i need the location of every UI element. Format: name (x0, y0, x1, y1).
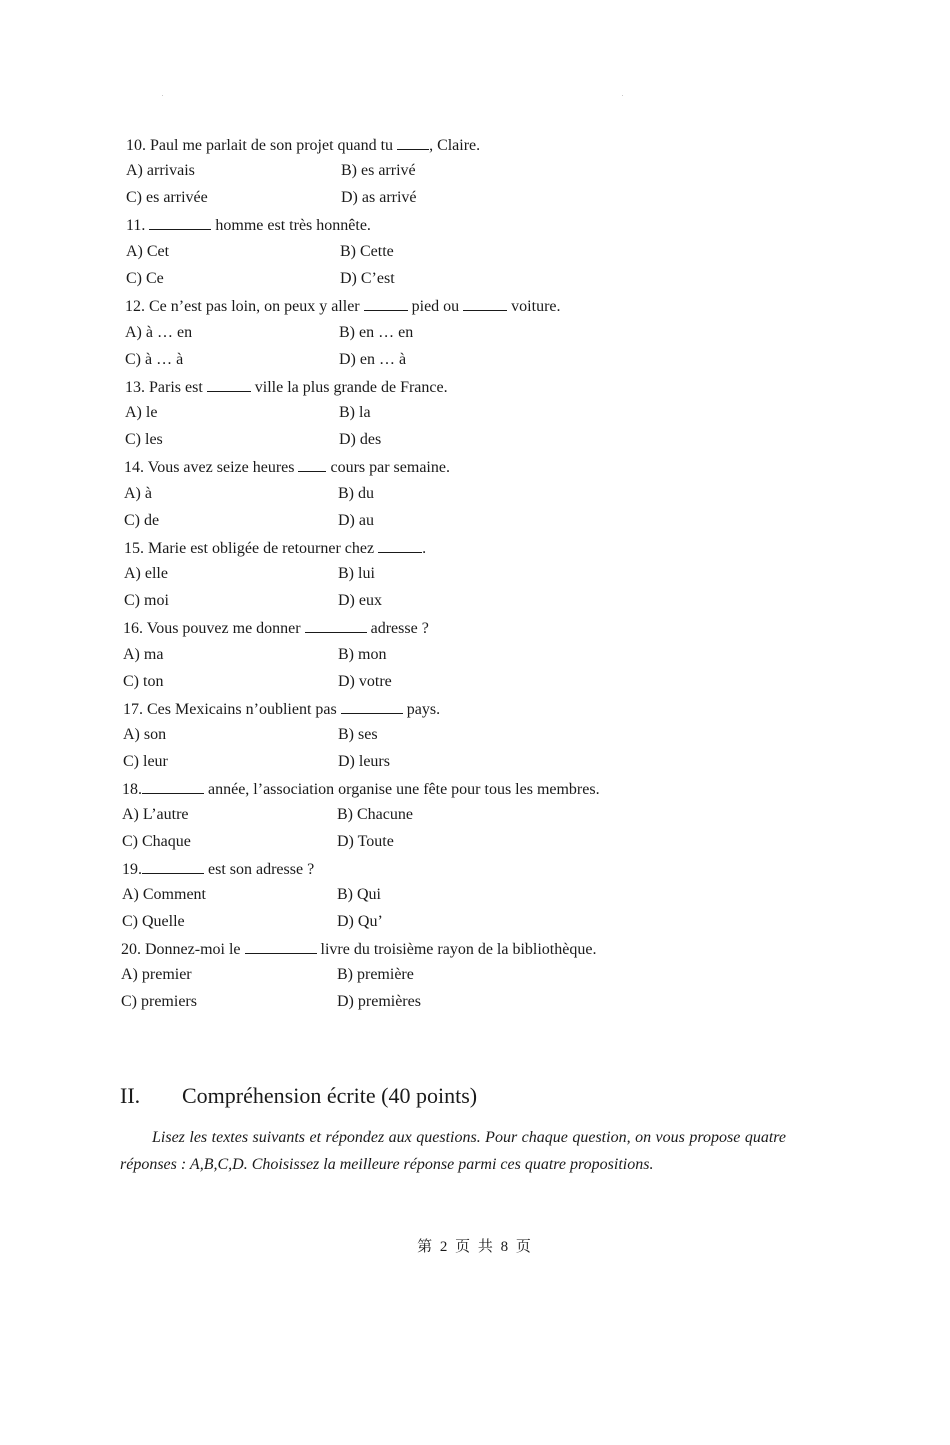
section-number: II. (120, 1083, 141, 1108)
option-d[interactable]: D) as arrivé (341, 189, 417, 206)
question-text: Vous pouvez me donner (143, 620, 305, 637)
question-text: Vous avez seize heures (144, 459, 299, 476)
question-13 (125, 377, 845, 398)
question-text: Ce n’est pas loin, on peux y aller (145, 298, 364, 315)
section-instructions: Lisez les textes suivants et répondez aux questions. Pour chaque question, on vous propose quatre réponses : A,B,C,D. Choisissez la meilleure réponse parmi ces quatre propositions. (120, 1129, 786, 1173)
option-c[interactable]: C) Ce (126, 270, 164, 287)
question-10 (126, 135, 846, 156)
option-a[interactable]: A) elle (124, 565, 168, 582)
option-b[interactable]: B) Qui (337, 886, 381, 903)
question-text: année, l’association organise une fête pour tous les membres. (204, 781, 600, 798)
question-number: 11. (126, 217, 146, 234)
option-a[interactable]: A) à … en (125, 324, 193, 341)
option-d[interactable]: D) eux (338, 592, 382, 609)
scan-speck (162, 95, 163, 96)
option-c[interactable]: C) Quelle (122, 913, 185, 930)
option-d[interactable]: D) Qu’ (337, 913, 383, 930)
option-b[interactable]: B) en … en (339, 324, 414, 341)
section-title: Compréhension écrite (40 points) (182, 1083, 478, 1108)
option-c[interactable]: C) de (124, 512, 160, 529)
option-a[interactable]: A) arrivais (126, 162, 195, 179)
question-text: Paul me parlait de son projet quand tu (146, 137, 398, 154)
answer-blank[interactable] (142, 859, 204, 874)
scan-speck (622, 95, 623, 96)
question-text: adresse ? (366, 620, 429, 637)
question-text: Donnez-moi le (141, 941, 245, 958)
answer-blank[interactable] (298, 457, 326, 472)
option-c[interactable]: C) leur (123, 753, 168, 770)
option-b[interactable]: B) Cette (340, 243, 394, 260)
answer-blank[interactable] (245, 939, 317, 954)
page-footer: 第 2 页 共 8 页 (417, 1239, 533, 1255)
answer-blank[interactable] (149, 215, 211, 230)
option-b[interactable]: B) lui (338, 565, 375, 582)
option-d[interactable]: D) des (339, 431, 382, 448)
option-b[interactable]: B) es arrivé (341, 162, 416, 179)
option-c[interactable]: C) Chaque (122, 833, 191, 850)
question-text: voiture. (507, 298, 561, 315)
option-b[interactable]: B) mon (338, 646, 387, 663)
question-number: 19. (122, 861, 142, 878)
question-text: pied ou (407, 298, 464, 315)
option-d[interactable]: D) en … à (339, 351, 407, 368)
option-c[interactable]: C) ton (123, 673, 164, 690)
question-text: livre du troisième rayon de la bibliothèque. (316, 941, 597, 958)
question-number: 15. (124, 540, 144, 557)
question-number: 16. (123, 620, 143, 637)
question-number: 18. (122, 781, 142, 798)
question-number: 13. (125, 379, 145, 396)
option-a[interactable]: A) L’autre (122, 806, 189, 823)
option-a[interactable]: A) son (123, 726, 167, 743)
option-d[interactable]: D) votre (338, 673, 392, 690)
option-b[interactable]: B) première (337, 966, 414, 983)
question-text: homme est très honnête. (211, 217, 371, 234)
question-15 (124, 538, 844, 559)
option-a[interactable]: A) premier (121, 966, 192, 983)
question-number: 14. (124, 459, 144, 476)
option-b[interactable]: B) du (338, 485, 374, 502)
question-text: Ces Mexicains n’oublient pas (143, 701, 341, 718)
question-text: ville la plus grande de France. (250, 379, 448, 396)
answer-blank[interactable] (305, 618, 367, 633)
option-d[interactable]: D) Toute (337, 833, 394, 850)
option-c[interactable]: C) es arrivée (126, 189, 208, 206)
option-c[interactable]: C) à … à (125, 351, 184, 368)
question-text: , Claire. (429, 137, 481, 154)
option-d[interactable]: D) premières (337, 993, 421, 1010)
option-c[interactable]: C) moi (124, 592, 169, 609)
option-a[interactable]: A) le (125, 404, 158, 421)
question-14 (124, 457, 844, 478)
question-text: . (422, 540, 427, 557)
option-d[interactable]: D) leurs (338, 753, 390, 770)
answer-blank[interactable] (142, 779, 204, 794)
question-text: cours par semaine. (326, 459, 450, 476)
option-b[interactable]: B) Chacune (337, 806, 413, 823)
answer-blank[interactable] (378, 538, 422, 553)
option-c[interactable]: C) premiers (121, 993, 197, 1010)
option-b[interactable]: B) la (339, 404, 371, 421)
question-17 (123, 699, 843, 720)
question-text: est son adresse ? (204, 861, 315, 878)
question-18 (122, 779, 842, 800)
question-text: pays. (402, 701, 441, 718)
option-d[interactable]: D) au (338, 512, 374, 529)
question-11 (126, 215, 846, 236)
answer-blank[interactable] (341, 699, 403, 714)
answer-blank[interactable] (397, 135, 429, 150)
option-a[interactable]: A) à (124, 485, 152, 502)
question-16 (123, 618, 843, 639)
question-20 (121, 939, 841, 960)
option-a[interactable]: A) ma (123, 646, 164, 663)
answer-blank[interactable] (463, 296, 507, 311)
question-number: 20. (121, 941, 141, 958)
question-number: 10. (126, 137, 146, 154)
answer-blank[interactable] (364, 296, 408, 311)
option-d[interactable]: D) C’est (340, 270, 395, 287)
question-text: Paris est (145, 379, 207, 396)
question-number: 17. (123, 701, 143, 718)
question-19 (122, 859, 842, 880)
section-heading (120, 1082, 477, 1110)
answer-blank[interactable] (207, 377, 251, 392)
question-12 (125, 296, 845, 317)
option-a[interactable]: A) Cet (126, 243, 170, 260)
option-a[interactable]: A) Comment (122, 886, 206, 903)
question-text: Marie est obligée de retourner chez (144, 540, 379, 557)
option-b[interactable]: B) ses (338, 726, 378, 743)
option-c[interactable]: C) les (125, 431, 163, 448)
question-number: 12. (125, 298, 145, 315)
